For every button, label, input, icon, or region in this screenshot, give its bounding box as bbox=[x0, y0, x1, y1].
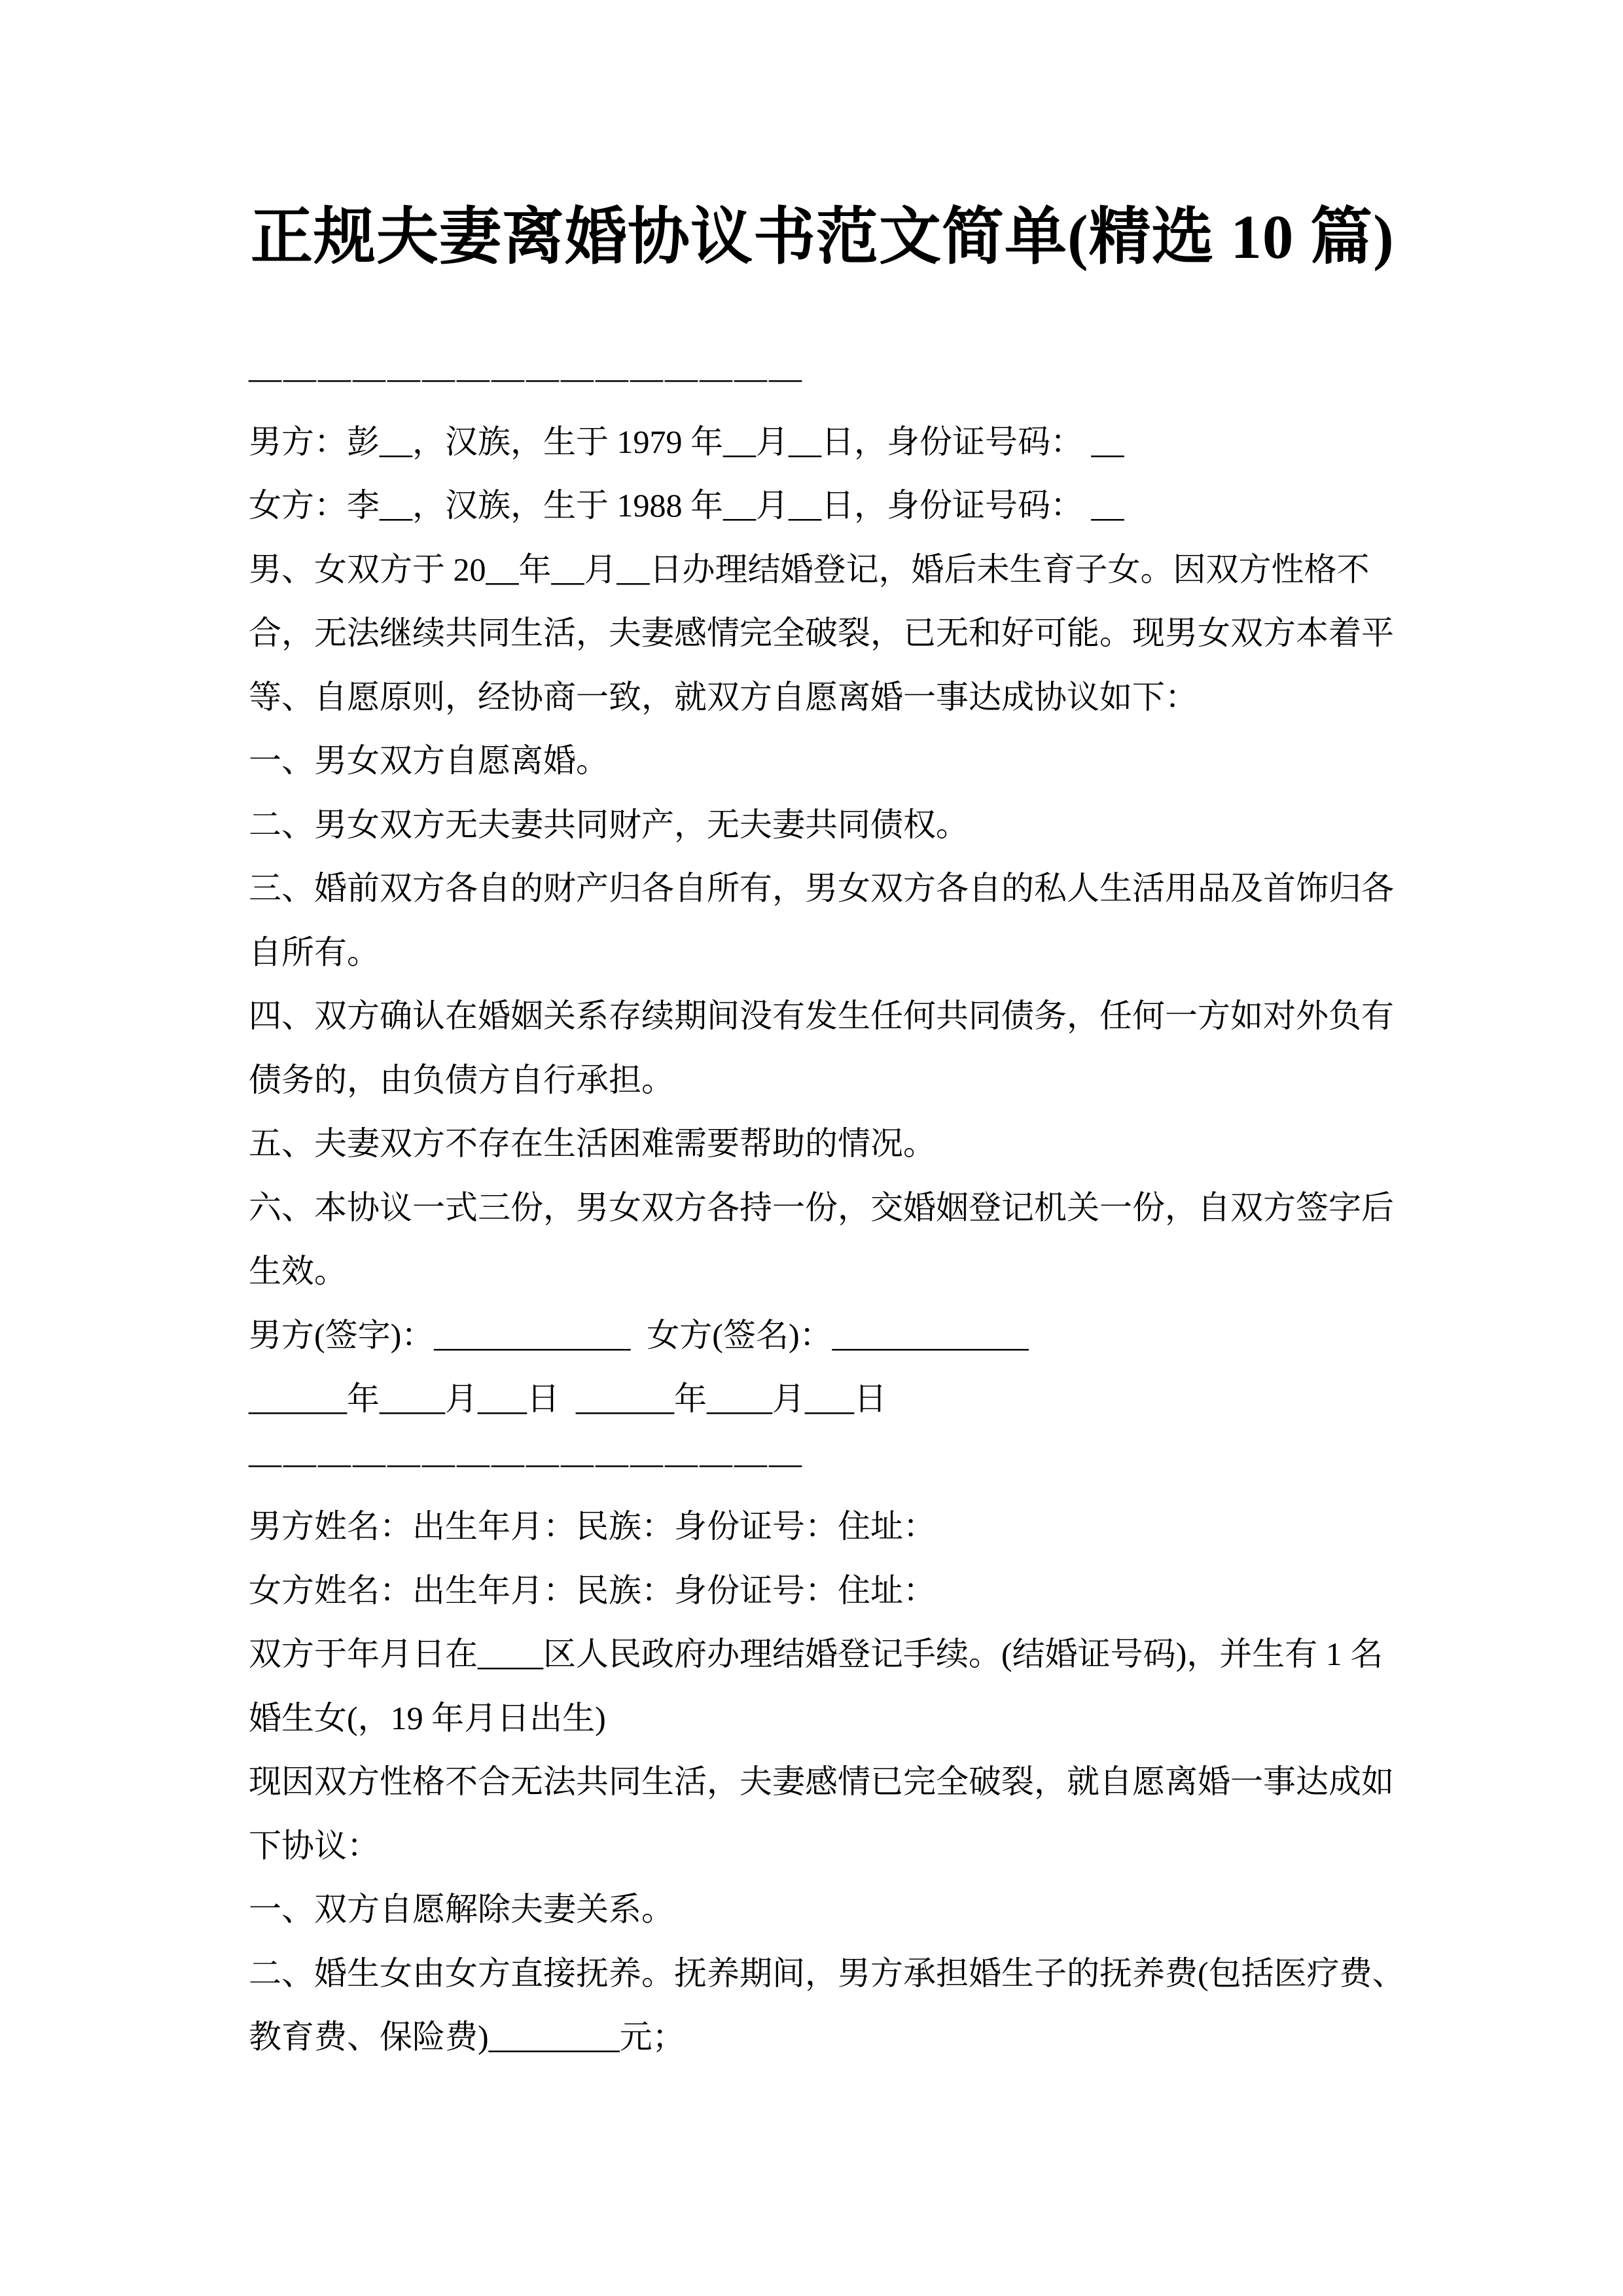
reason-line-2: 下协议： bbox=[249, 1827, 380, 1864]
female-info-line: 女方姓名：出生年月：民族：身份证号：住址： bbox=[249, 1571, 936, 1609]
part1-clause-3-line-1: 三、婚前双方各自的财产归各自所有，男女双方各自的私人生活用品及首饰归各 bbox=[249, 870, 1394, 906]
part1-clause-4-line-2: 债务的，由负债方自行承担。 bbox=[249, 1061, 674, 1098]
part1-clause-5: 五、夫妻双方不存在生活困难需要帮助的情况。 bbox=[249, 1125, 936, 1162]
part2-clause-2-line-2: 教育费、保险费)________元； bbox=[249, 2018, 685, 2055]
part1-clause-1: 一、男女双方自愿离婚。 bbox=[249, 742, 609, 779]
female-party-line: 女方：李__，汉族，生于 1988 年__月__日，身份证号码： __ bbox=[249, 487, 1124, 524]
intro-line-3: 等、自愿原则，经协商一致，就双方自愿离婚一事达成协议如下： bbox=[249, 678, 1198, 715]
document-title: 正规夫妻离婚协议书范文简单(精选 10 篇) bbox=[251, 202, 1395, 272]
part1-clause-2: 二、男女双方无夫妻共同财产，无夫妻共同债权。 bbox=[249, 806, 969, 843]
registration-line-1: 双方于年月日在____区人民政府办理结婚登记手续。(结婚证号码)，并生有 1 名 bbox=[249, 1636, 1383, 1672]
male-info-line: 男方姓名：出生年月：民族：身份证号：住址： bbox=[249, 1508, 936, 1545]
reason-line-1: 现因双方性格不合无法共同生活，夫妻感情已完全破裂，就自愿离婚一事达成如 bbox=[249, 1763, 1394, 1800]
date-line: ______年____月___日 ______年____月___日 bbox=[249, 1380, 887, 1417]
part1-clause-6-line-1: 六、本协议一式三份，男女双方各持一份，交婚姻登记机关一份，自双方签字后 bbox=[249, 1189, 1394, 1226]
part1-clause-6-line-2: 生效。 bbox=[249, 1253, 347, 1289]
part1-clause-3-line-2: 自所有。 bbox=[249, 933, 380, 971]
signature-line: 男方(签字)：____________ 女方(签名)：____________ bbox=[249, 1316, 1029, 1354]
part1-clause-4-line-1: 四、双方确认在婚姻关系存续期间没有发生任何共同债务，任何一方如对外负有 bbox=[249, 997, 1394, 1034]
male-party-line: 男方：彭__，汉族，生于 1979 年__月__日，身份证号码： __ bbox=[249, 423, 1124, 460]
separator-line-middle: ———————————————— bbox=[249, 1444, 804, 1481]
part2-clause-2-line-1: 二、婚生女由女方直接抚养。抚养期间，男方承担婚生子的抚养费(包括医疗费、 bbox=[249, 1954, 1405, 1992]
separator-line-top: ———————————————— bbox=[249, 359, 804, 396]
document-body bbox=[249, 346, 1420, 2070]
intro-line-1: 男、女双方于 20__年__月__日办理结婚登记，婚后未生育子女。因双方性格不 bbox=[249, 550, 1370, 588]
part2-clause-1: 一、双方自愿解除夫妻关系。 bbox=[249, 1891, 674, 1928]
intro-line-2: 合，无法继续共同生活，夫妻感情完全破裂，已无和好可能。现男女双方本着平 bbox=[249, 615, 1394, 651]
registration-line-2: 婚生女(，19 年月日出生) bbox=[249, 1699, 606, 1736]
